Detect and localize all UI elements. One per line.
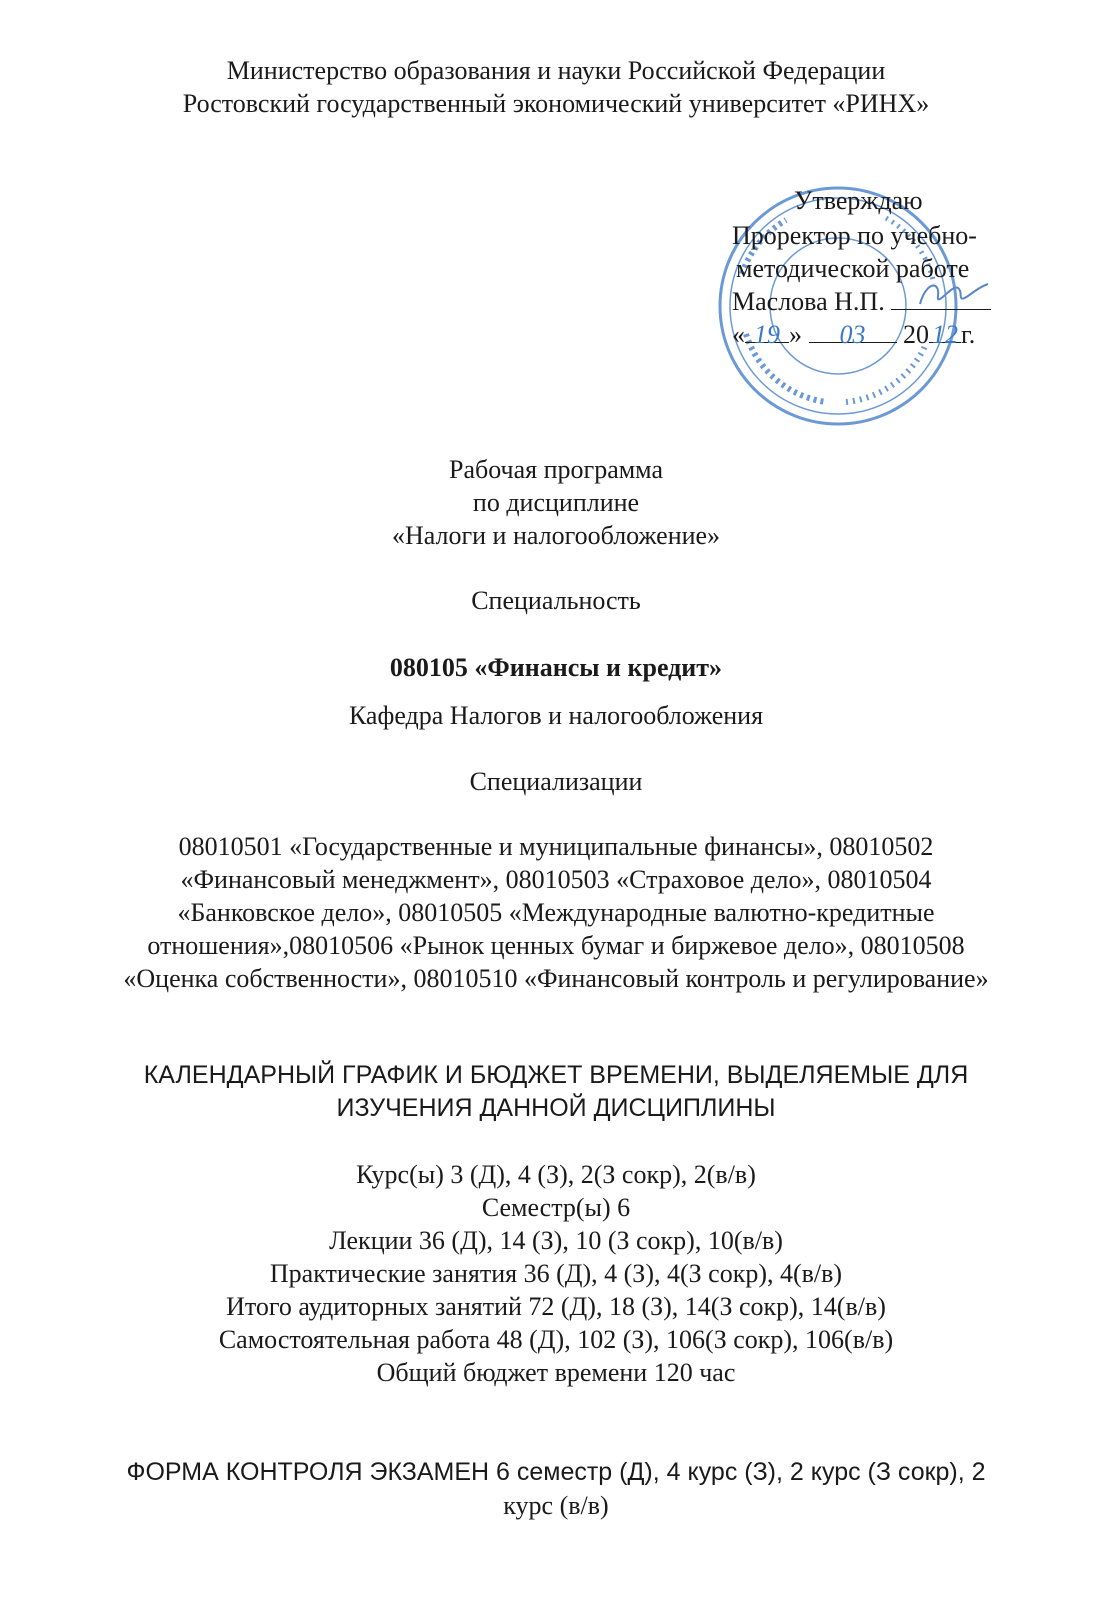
schedule-line: Общий бюджет времени 120 час xyxy=(376,1358,736,1387)
schedule-line: Самостоятельная работа 48 (Д), 102 (З), 106(З сокр), 106(в/в) xyxy=(218,1325,894,1354)
program-line1: Рабочая программа xyxy=(448,455,664,484)
schedule-heading-line1: КАЛЕНДАРНЫЙ ГРАФИК И БЮДЖЕТ ВРЕМЕНИ, ВЫДЕЛЯЕМЫЕ ДЛЯ xyxy=(143,1061,969,1089)
specialization-line: «Финансовый менеджмент», 08010503 «Страховое дело», 08010504 xyxy=(180,865,932,894)
schedule-line: Итого аудиторных занятий 72 (Д), 18 (З), 14(З сокр), 14(в/в) xyxy=(226,1292,886,1321)
approval-name: Маслова Н.П. xyxy=(732,287,885,316)
schedule-heading-line2: ИЗУЧЕНИЯ ДАННОЙ ДИСЦИПЛИНЫ xyxy=(336,1094,776,1122)
approval-position-line2: методической работе xyxy=(736,254,970,283)
date-year-prefix: 20 xyxy=(903,320,929,349)
approval-name-row xyxy=(732,287,991,317)
program-line2: по дисциплине xyxy=(472,488,640,517)
specialization-line: «Банковское дело», 08010505 «Международные валютно-кредитные xyxy=(177,898,935,927)
schedule-line: Лекции 36 (Д), 14 (З), 10 (З сокр), 10(в/в) xyxy=(329,1226,783,1255)
specialization-line: 08010501 «Государственные и муниципальные финансы», 08010502 xyxy=(178,832,934,861)
discipline-name: «Налоги и налогообложение» xyxy=(391,521,721,550)
approval-date-row xyxy=(732,320,975,350)
schedule-line: Семестр(ы) 6 xyxy=(481,1193,631,1222)
control-form-line1: ФОРМА КОНТРОЛЯ ЭКЗАМЕН 6 семестр (Д), 4 курс (З), 2 курс (З сокр), 2 xyxy=(126,1458,986,1486)
date-day: 19 xyxy=(745,320,789,343)
date-month: 03 xyxy=(809,320,897,343)
date-end: г. xyxy=(961,320,976,349)
specialization-line: «Оценка собственности», 08010510 «Финансовый контроль и регулирование» xyxy=(123,964,989,993)
university-title: Ростовский государственный экономический университет «РИНХ» xyxy=(182,89,930,118)
signature-line xyxy=(891,287,991,310)
approval-title: Утверждаю xyxy=(794,186,923,215)
date-year-suffix: 12 xyxy=(929,320,961,343)
schedule-line: Практические занятия 36 (Д), 4 (З), 4(З сокр), 4(в/в) xyxy=(269,1259,843,1288)
specialization-line: отношения»,08010506 «Рынок ценных бумаг и биржевое дело», 08010508 xyxy=(147,931,965,960)
department-name: Кафедра Налогов и налогообложения xyxy=(348,701,764,730)
ministry-title: Министерство образования и науки Российской Федерации xyxy=(226,56,886,85)
approval-position-line1: Проректор по учебно- xyxy=(732,221,977,250)
schedule-line: Курс(ы) 3 (Д), 4 (З), 2(З сокр), 2(в/в) xyxy=(356,1160,756,1189)
date-close-quote: » xyxy=(789,320,802,349)
date-open-quote: « xyxy=(732,320,745,349)
control-form-line2: курс (в/в) xyxy=(503,1491,609,1520)
specialty-label: Специальность xyxy=(471,586,641,615)
specializations-label: Специализации xyxy=(469,767,643,796)
specialty-code-name: 080105 «Финансы и кредит» xyxy=(389,653,723,682)
